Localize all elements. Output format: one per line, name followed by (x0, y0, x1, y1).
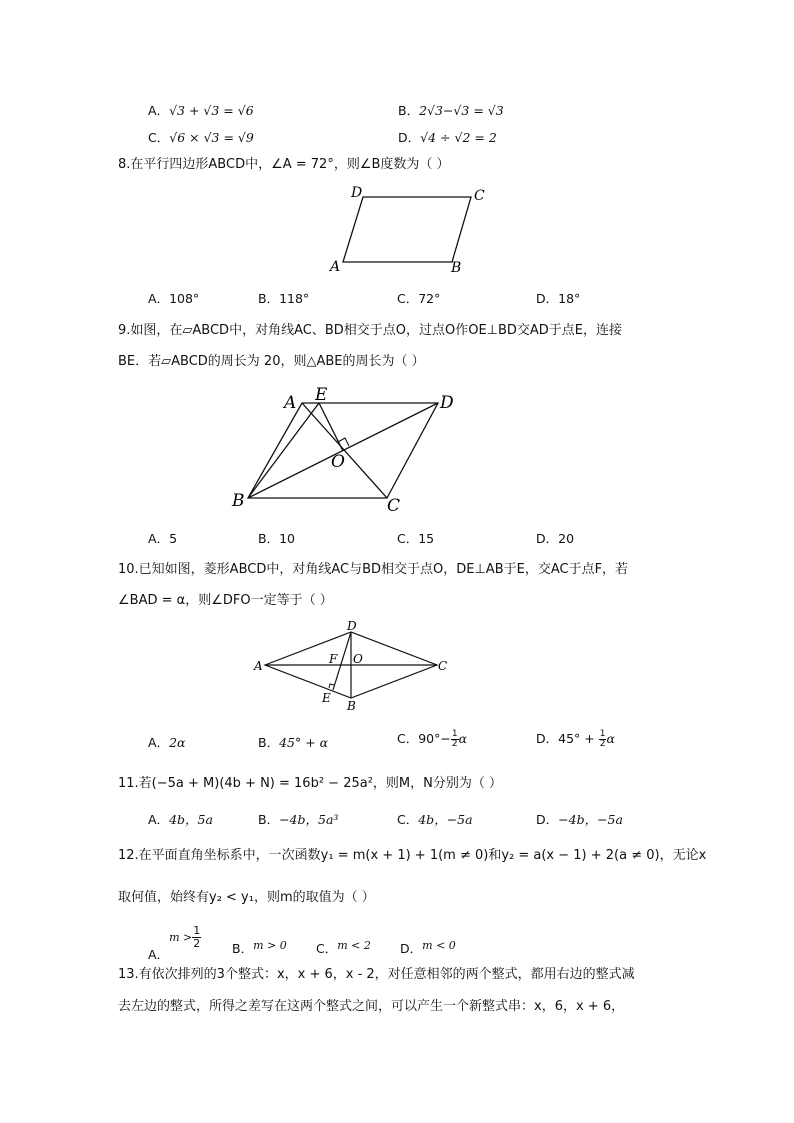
q11-option-c (397, 812, 473, 828)
option-label: D． (400, 941, 423, 956)
q7-option-a (148, 103, 254, 119)
option-value: 10 (279, 531, 295, 546)
label-e: E (315, 385, 328, 405)
option-label: D． (536, 731, 559, 746)
option-value: 18° (558, 291, 581, 306)
option-label: A． (148, 103, 170, 118)
label-a: A (330, 259, 341, 275)
q8-option-d (536, 291, 580, 307)
option-label: B． (258, 531, 280, 546)
option-math: √6 × √3 = √9 (169, 130, 254, 145)
option-label: B． (232, 941, 254, 956)
option-value: 108° (169, 291, 200, 306)
label-a: A (284, 393, 297, 413)
q10-option-b (258, 735, 328, 751)
q12-option-a (148, 924, 201, 962)
q8-option-a (148, 291, 199, 307)
q12-option-d (400, 941, 456, 958)
q12-option-b (232, 941, 287, 958)
q9-option-b (258, 531, 295, 547)
option-label: A． (148, 291, 170, 306)
option-value: 72° (418, 291, 441, 306)
option-value: −4b，5a³ (279, 812, 339, 827)
option-value: 15 (418, 531, 435, 546)
option-prefix: m > (169, 931, 193, 944)
label-b: B (232, 491, 245, 511)
option-label: D． (398, 130, 421, 145)
option-math: √4 ÷ √2 = 2 (420, 130, 497, 145)
q11-stem: 11.若(−5a + M)(4b + N) = 16b² − 25a²，则M，N分别为（ ） (118, 776, 502, 791)
option-math: 2√3−√3 = √3 (419, 103, 504, 118)
option-label: A． (148, 812, 170, 827)
q7-option-c (148, 130, 254, 146)
fraction-numerator: 1 (599, 729, 606, 739)
label-e: E (322, 691, 331, 705)
label-a: A (254, 659, 263, 673)
q11-option-d (536, 812, 623, 828)
option-label: A． (148, 947, 170, 962)
q9-stem-line1: 9.如图，在▱ABCD中，对角线AC、BD相交于点O，过点O作OE⊥BD交AD于点E，连接 (118, 323, 623, 338)
option-label: D． (536, 812, 559, 827)
label-f: F (329, 652, 338, 666)
option-suffix: α (606, 731, 615, 746)
label-d: D (347, 619, 357, 633)
option-label: C． (397, 531, 419, 546)
option-label: C． (397, 812, 419, 827)
option-label: D． (536, 531, 559, 546)
q9-parallelogram-figure (225, 380, 465, 515)
option-value: m > 0 (253, 939, 287, 952)
q12-stem-line2: 取何值，始终有y₂ < y₁，则m的取值为（ ） (118, 890, 375, 905)
option-label: D． (536, 291, 559, 306)
q10-stem-line1: 10.已知如图，菱形ABCD中，对角线AC与BD相交于点O，DE⊥AB于E，交AC于点F，若 (118, 562, 629, 577)
q10-option-a (148, 735, 185, 751)
option-label: C． (316, 941, 338, 956)
option-label: B． (258, 291, 280, 306)
q13-stem-line1: 13.有依次排列的3个整式：x，x + 6，x - 2，对任意相邻的两个整式，都用右边的整式减 (118, 967, 635, 982)
option-label: A． (148, 735, 170, 750)
q12-stem-line1: 12.在平面直角坐标系中，一次函数y₁ = m(x + 1) + 1(m ≠ 0)和y₂ = a(x − 1) + 2(a ≠ 0)，无论x (118, 848, 707, 863)
q9-option-d (536, 531, 574, 547)
fraction (451, 730, 459, 749)
label-o: O (353, 652, 363, 666)
option-label: B． (258, 812, 280, 827)
label-c: C (438, 659, 448, 673)
option-math: √3 + √3 = √6 (169, 103, 254, 118)
option-value: 20 (558, 531, 575, 546)
option-value: 2α (169, 735, 186, 750)
q8-option-b (258, 291, 309, 307)
q11-option-a (148, 812, 213, 828)
q12-option-c (316, 941, 371, 958)
label-b: B (347, 699, 356, 713)
fraction-denominator: 2 (451, 739, 458, 749)
label-o: O (331, 452, 345, 472)
option-prefix: 45° + (558, 731, 599, 746)
option-prefix: 90°− (418, 731, 451, 746)
label-d: D (440, 393, 454, 413)
option-value: m < 0 (422, 939, 456, 952)
fraction (192, 925, 201, 950)
option-label: C． (397, 731, 419, 746)
option-label: C． (397, 291, 419, 306)
fraction-denominator: 2 (599, 739, 606, 749)
fraction-numerator: 1 (451, 729, 458, 739)
option-label: B． (258, 735, 280, 750)
q7-option-d (398, 130, 497, 146)
label-c: C (387, 496, 401, 515)
q11-option-b (258, 812, 338, 828)
q8-option-c (397, 291, 440, 307)
option-value: 4b，−5a (418, 812, 473, 827)
q9-option-c (397, 531, 434, 547)
option-suffix: α (458, 731, 468, 746)
option-value: 45° + α (279, 735, 329, 750)
q13-stem-line2: 去左边的整式，所得之差写在这两个整式之间，可以产生一个新整式串：x，6，x + 6， (118, 999, 625, 1014)
q7-option-b (398, 103, 504, 119)
option-value: 4b，5a (169, 812, 213, 827)
option-value: −4b，−5a (558, 812, 623, 827)
q10-option-d (536, 730, 615, 749)
q8-parallelogram-figure (320, 180, 500, 275)
option-label: C． (148, 130, 170, 145)
label-c: C (474, 188, 485, 204)
fraction-numerator: 1 (193, 924, 201, 937)
q9-option-a (148, 531, 177, 547)
option-value: 5 (169, 531, 178, 546)
q10-stem-line2: ∠BAD = α，则∠DFO一定等于（ ） (118, 593, 333, 608)
q9-stem-line2: BE．若▱ABCD的周长为 20，则△ABE的周长为（ ） (118, 354, 425, 369)
q10-rhombus-figure (250, 615, 460, 715)
option-value: 118° (279, 291, 310, 306)
label-b: B (451, 260, 462, 275)
q8-stem: 8.在平行四边形ABCD中，∠A = 72°，则∠B度数为（ ） (118, 157, 450, 172)
fraction-denominator: 2 (193, 937, 201, 950)
option-label: A． (148, 531, 170, 546)
q10-option-c (397, 730, 467, 749)
option-value: m < 2 (337, 939, 371, 952)
label-d: D (351, 185, 363, 201)
option-label: B． (398, 103, 420, 118)
